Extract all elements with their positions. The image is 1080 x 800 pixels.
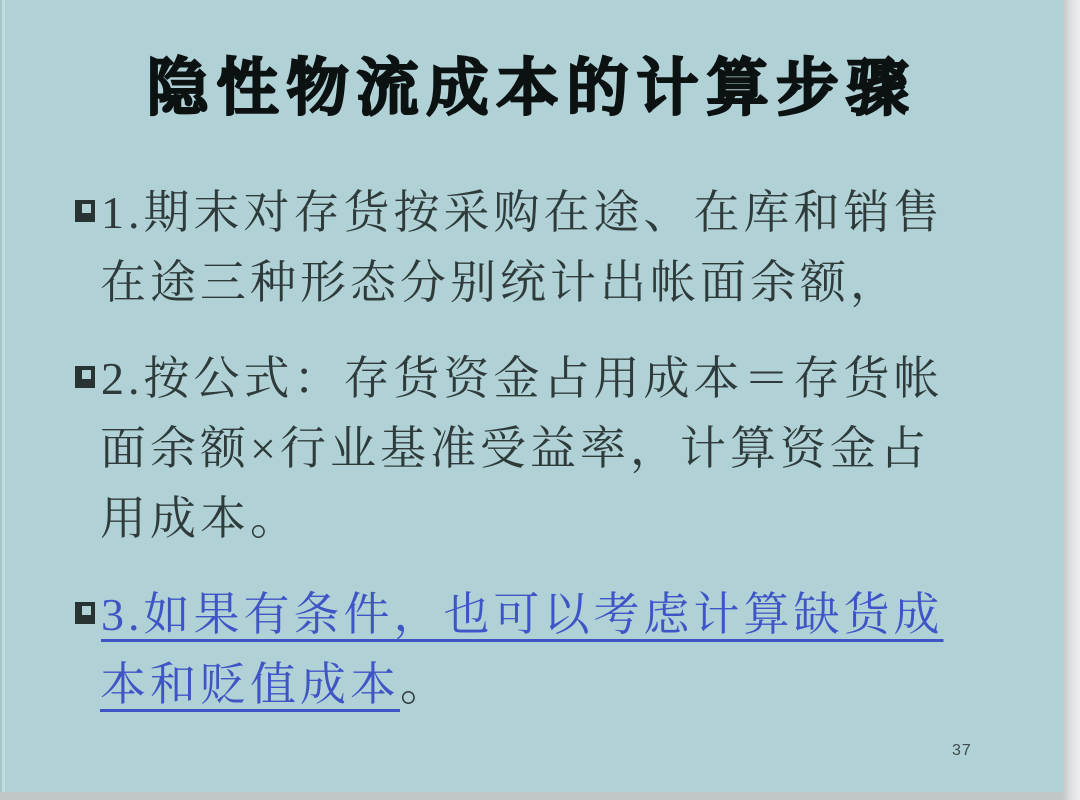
- bullet-item-2: [100, 344, 972, 554]
- slide-bottom-edge: [0, 792, 1063, 800]
- bullet-text-3-suffix: 。: [400, 659, 450, 710]
- shadowed-square-bullet-icon: [75, 602, 95, 624]
- slide-right-edge: [1063, 0, 1080, 800]
- shadowed-square-bullet-icon: [75, 200, 95, 222]
- bullet-list: [0, 178, 1000, 746]
- page-number: 37: [952, 742, 972, 759]
- bullet-item-3: [100, 580, 972, 720]
- bullet-text-2: 2.按公式：存货资金占用成本＝存货帐面余额×行业基准受益率，计算资金占用成本。: [100, 353, 944, 544]
- slide-title: 隐性物流成本的计算步骤: [146, 55, 917, 123]
- hyperlink-text[interactable]: 3.如果有条件，也可以考虑计算缺货成本和贬值成本: [100, 589, 944, 710]
- bullet-text-1: 1.期末对存货按采购在途、在库和销售在途三种形态分别统计出帐面余额，: [100, 187, 944, 308]
- bullet-item-1: [100, 178, 972, 318]
- shadowed-square-bullet-icon: [75, 366, 95, 388]
